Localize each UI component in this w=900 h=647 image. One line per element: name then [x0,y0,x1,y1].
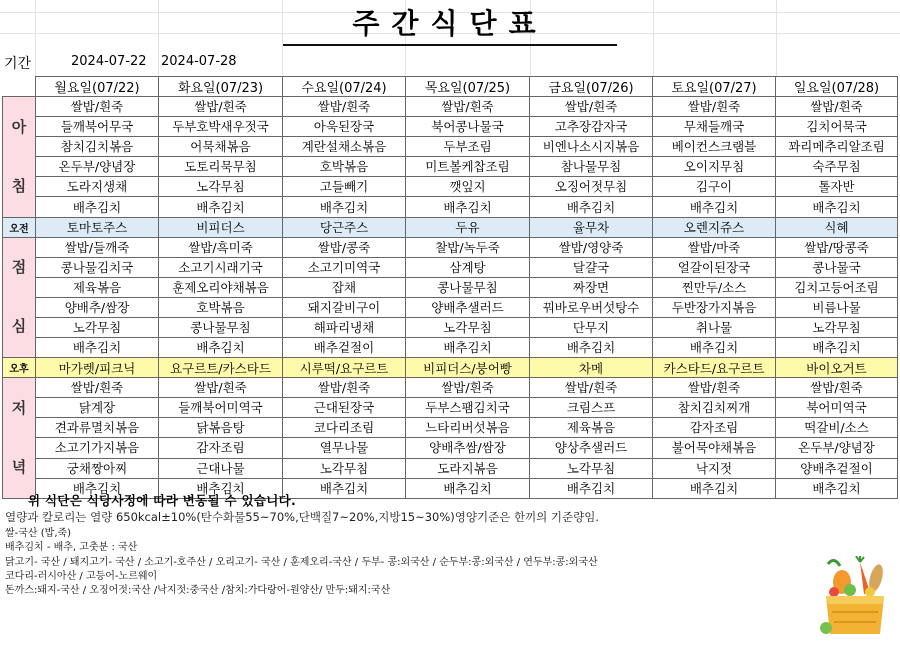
dinner-item: 노각무침 [283,458,406,478]
breakfast-item: 쌀밥/흰죽 [406,97,530,117]
afternoon-snack-item: 마가렛/피크닉 [36,358,159,378]
breakfast-item: 쌀밥/흰죽 [776,97,898,117]
afternoon-snack-item: 카스타드/요구르트 [653,358,776,378]
lunch-item: 배추김치 [159,338,283,358]
lunch-label-char: 점 [11,258,27,277]
breakfast-item: 깻잎지 [406,177,530,197]
breakfast-item: 들깨북어무국 [36,117,159,137]
breakfast-item: 쌀밥/흰죽 [530,97,653,117]
lunch-item: 쌀밥/영양죽 [530,237,653,257]
breakfast-item: 배추김치 [283,197,406,217]
lunch-item: 달걀국 [530,257,653,277]
lunch-row [3,257,898,277]
gridline [653,0,654,76]
dinner-label-char: 저 [11,398,27,417]
lunch-item: 돼지갈비구이 [283,297,406,317]
dinner-item: 감자조림 [653,418,776,438]
corner-cell [3,77,36,97]
morning-snack-label: 오전 [3,217,36,237]
lunch-item: 훈제오리야채볶음 [159,277,283,297]
lunch-item: 배추겉절이 [283,338,406,358]
morning-snack-item: 식혜 [776,217,898,237]
dinner-item: 닭계장 [36,398,159,418]
dinner-item: 감자조림 [159,438,283,458]
dinner-item: 참치김치찌개 [653,398,776,418]
origin-info [5,527,598,598]
breakfast-item: 숙주무침 [776,157,898,177]
dinner-label [3,378,36,499]
day-header: 일요일(07/28) [776,77,898,97]
dinner-item: 크림스프 [530,398,653,418]
dinner-item: 코다리조림 [283,418,406,438]
breakfast-row [3,97,898,117]
dinner-item: 배추김치 [776,478,898,498]
lunch-label-char: 심 [11,317,27,336]
origin-line: 배추김치 - 배추, 고춧분 : 국산 [5,542,138,554]
breakfast-item: 베이컨스크램블 [653,137,776,157]
lunch-item: 배추김치 [653,338,776,358]
morning-snack-row [3,217,898,237]
day-header: 목요일(07/25) [406,77,530,97]
gridline [776,0,777,76]
breakfast-row [3,137,898,157]
afternoon-snack-label: 오후 [3,358,36,378]
lunch-item: 잡채 [283,277,406,297]
dinner-item: 느타리버섯볶음 [406,418,530,438]
breakfast-item: 도토리묵무침 [159,157,283,177]
lunch-item: 쌀밥/흑미죽 [159,237,283,257]
morning-snack-item: 토마토주스 [36,217,159,237]
breakfast-item: 배추김치 [653,197,776,217]
afternoon-snack-row [3,358,898,378]
breakfast-item: 도라지생채 [36,177,159,197]
lunch-item: 비름나물 [776,297,898,317]
breakfast-item: 고추장감자국 [530,117,653,137]
afternoon-snack-item: 요구르트/카스타드 [159,358,283,378]
dinner-item: 쌀밥/흰죽 [653,378,776,398]
dinner-item: 들깨북어미역국 [159,398,283,418]
origin-line: 쌀-국산 (밥,죽) [5,528,72,539]
notice-text: 위 식단은 식당사정에 따라 변동될 수 있습니다. [28,493,297,508]
breakfast-item: 비엔나소시지볶음 [530,137,653,157]
lunch-item: 배추김치 [530,338,653,358]
breakfast-item: 배추김치 [406,197,530,217]
breakfast-item: 어묵채볶음 [159,137,283,157]
period-start-date: 2024-07-22 [71,54,147,69]
grocery-basket-icon [820,556,892,638]
dinner-item: 배추김치 [159,478,283,498]
lunch-item: 배추김치 [406,338,530,358]
lunch-item: 배추김치 [36,338,159,358]
lunch-item: 소고기시래기국 [159,257,283,277]
lunch-item: 쌀밥/들깨죽 [36,237,159,257]
lunch-item: 꿔바로우버섯탕수 [530,297,653,317]
calorie-note: 열량과 칼로리는 열량 650kcal±10%(탄수화물55~70%,단백질7~20%,지방15~30%)영양기준은 한끼의 기준량임. [5,510,600,524]
dinner-item: 배추김치 [406,478,530,498]
breakfast-item: 아욱된장국 [283,117,406,137]
lunch-item: 콩나물김치국 [36,257,159,277]
page-title: 주간식단표 [283,0,617,46]
breakfast-item: 쌀밥/흰죽 [159,97,283,117]
breakfast-item: 오징어젓무침 [530,177,653,197]
lunch-item: 콩나물국 [776,257,898,277]
afternoon-snack-item: 시루떡/요구르트 [283,358,406,378]
morning-snack-item: 오렌지쥬스 [653,217,776,237]
breakfast-item: 온두부/양념장 [36,157,159,177]
afternoon-snack-item: 비피더스/붕어빵 [406,358,530,378]
dinner-item: 근대나물 [159,458,283,478]
day-header-row [3,77,898,97]
afternoon-snack-item: 바이오거트 [776,358,898,378]
day-header: 월요일(07/22) [36,77,159,97]
breakfast-item: 참나물무침 [530,157,653,177]
dinner-item: 배추김치 [283,478,406,498]
dinner-row [3,438,898,458]
lunch-item: 양배추샐러드 [406,297,530,317]
morning-snack-item: 두유 [406,217,530,237]
breakfast-item: 쌀밥/흰죽 [36,97,159,117]
lunch-item: 삼계탕 [406,257,530,277]
breakfast-item: 두부조림 [406,137,530,157]
breakfast-item: 미트볼케찹조림 [406,157,530,177]
breakfast-item: 두부호박새우젓국 [159,117,283,137]
day-header: 금요일(07/26) [530,77,653,97]
origin-line: 코다리-러시아산 / 고등어-노르웨이 [5,570,158,582]
dinner-item: 궁채짱아찌 [36,458,159,478]
breakfast-row [3,197,898,217]
breakfast-item: 참치김치볶음 [36,137,159,157]
dinner-item: 배추김치 [530,478,653,498]
lunch-item: 양배추/쌈장 [36,297,159,317]
dinner-item: 떡갈비/소스 [776,418,898,438]
period-end-date: 2024-07-28 [161,54,237,69]
lunch-row [3,237,898,257]
lunch-row [3,317,898,337]
afternoon-snack-item: 차메 [530,358,653,378]
breakfast-row [3,177,898,197]
dinner-item: 쌀밥/흰죽 [530,378,653,398]
lunch-item: 노각무침 [36,317,159,337]
breakfast-row [3,157,898,177]
dinner-item: 닭볶음탕 [159,418,283,438]
lunch-item: 단무지 [530,317,653,337]
breakfast-item: 고들빼기 [283,177,406,197]
dinner-item: 배추김치 [36,478,159,498]
lunch-item: 김치고등어조림 [776,277,898,297]
lunch-item: 짜장면 [530,277,653,297]
dinner-item: 쌀밥/흰죽 [776,378,898,398]
morning-snack-item: 율무차 [530,217,653,237]
breakfast-item: 쌀밥/흰죽 [283,97,406,117]
dinner-item: 낙지젓 [653,458,776,478]
breakfast-item: 배추김치 [159,197,283,217]
lunch-item: 호박볶음 [159,297,283,317]
lunch-label [3,237,36,358]
lunch-item: 찐만두/소스 [653,277,776,297]
menu-body [3,97,898,499]
breakfast-item: 호박볶음 [283,157,406,177]
breakfast-item: 계란설채소볶음 [283,137,406,157]
breakfast-item: 배추김치 [36,197,159,217]
dinner-item: 양배추겉절이 [776,458,898,478]
dinner-item: 근대된장국 [283,398,406,418]
lunch-item: 소고기미역국 [283,257,406,277]
breakfast-item: 김치어묵국 [776,117,898,137]
breakfast-item: 북어콩나물국 [406,117,530,137]
dinner-item: 소고기가지볶음 [36,438,159,458]
morning-snack-item: 당근주스 [283,217,406,237]
dinner-item: 두부스팸김치국 [406,398,530,418]
dinner-item: 양상추샐러드 [530,438,653,458]
breakfast-item: 배추김치 [776,197,898,217]
dinner-item: 불어묵야채볶음 [653,438,776,458]
weekly-menu-table [2,76,898,499]
breakfast-item: 쌀밥/흰죽 [653,97,776,117]
dinner-item: 쌀밥/흰죽 [406,378,530,398]
lunch-item: 찰밥/녹두죽 [406,237,530,257]
lunch-item: 얼갈이된장국 [653,257,776,277]
breakfast-item: 배추김치 [530,197,653,217]
dinner-item: 견과류멸치볶음 [36,418,159,438]
breakfast-item: 김구이 [653,177,776,197]
breakfast-row [3,117,898,137]
dinner-item: 도라지볶음 [406,458,530,478]
breakfast-label-char: 침 [11,176,27,195]
day-header: 수요일(07/24) [283,77,406,97]
dinner-row [3,378,898,398]
breakfast-item: 톨자반 [776,177,898,197]
gridline [158,0,159,76]
dinner-item: 온두부/양념장 [776,438,898,458]
day-header: 토요일(07/27) [653,77,776,97]
lunch-item: 두반장가지볶음 [653,297,776,317]
dinner-item: 북어미역국 [776,398,898,418]
dinner-item: 쌀밥/흰죽 [159,378,283,398]
lunch-item: 취나물 [653,317,776,337]
dinner-row [3,458,898,478]
dinner-item: 양배추쌈/쌈장 [406,438,530,458]
dinner-item: 쌀밥/흰죽 [36,378,159,398]
dinner-label-char: 녁 [11,457,27,476]
lunch-item: 쌀밥/마죽 [653,237,776,257]
dinner-item: 노각무침 [530,458,653,478]
dinner-item: 배추김치 [653,478,776,498]
lunch-item: 콩나물무침 [406,277,530,297]
breakfast-item: 노각무침 [159,177,283,197]
breakfast-item: 꽈리메추리알조림 [776,137,898,157]
breakfast-item: 오이지무침 [653,157,776,177]
day-header: 화요일(07/23) [159,77,283,97]
origin-line: 돈까스:돼지-국산 / 오징어젓:국산 /낙지젓:중국산 /참치:가다랑어-원양산/ 만두:돼지:국산 [5,585,391,597]
origin-line: 닭고기- 국산 / 돼지고기- 국산 / 소고기-호주산 / 오리고기- 국산 / 훈제오리-국산 / 두부- 콩:외국산 / 순두부:콩:외국산 / 연두부:콩:외국산 [5,556,598,568]
lunch-item: 쌀밥/콩죽 [283,237,406,257]
breakfast-label-char: 아 [11,117,27,136]
lunch-item: 쌀밥/땅콩죽 [776,237,898,257]
breakfast-item: 무채들깨국 [653,117,776,137]
lunch-item: 배추김치 [776,338,898,358]
lunch-item: 노각무침 [776,317,898,337]
breakfast-label [3,97,36,218]
lunch-item: 해파리냉채 [283,317,406,337]
lunch-item: 제육볶음 [36,277,159,297]
period-label: 기간 [4,56,32,72]
dinner-row [3,398,898,418]
lunch-item: 노각무침 [406,317,530,337]
gridline [35,0,36,76]
lunch-row [3,277,898,297]
morning-snack-item: 비피더스 [159,217,283,237]
dinner-item: 쌀밥/흰죽 [283,378,406,398]
dinner-row [3,418,898,438]
dinner-item: 제육볶음 [530,418,653,438]
lunch-row [3,297,898,317]
lunch-item: 콩나물무침 [159,317,283,337]
dinner-item: 열무나물 [283,438,406,458]
lunch-row [3,338,898,358]
